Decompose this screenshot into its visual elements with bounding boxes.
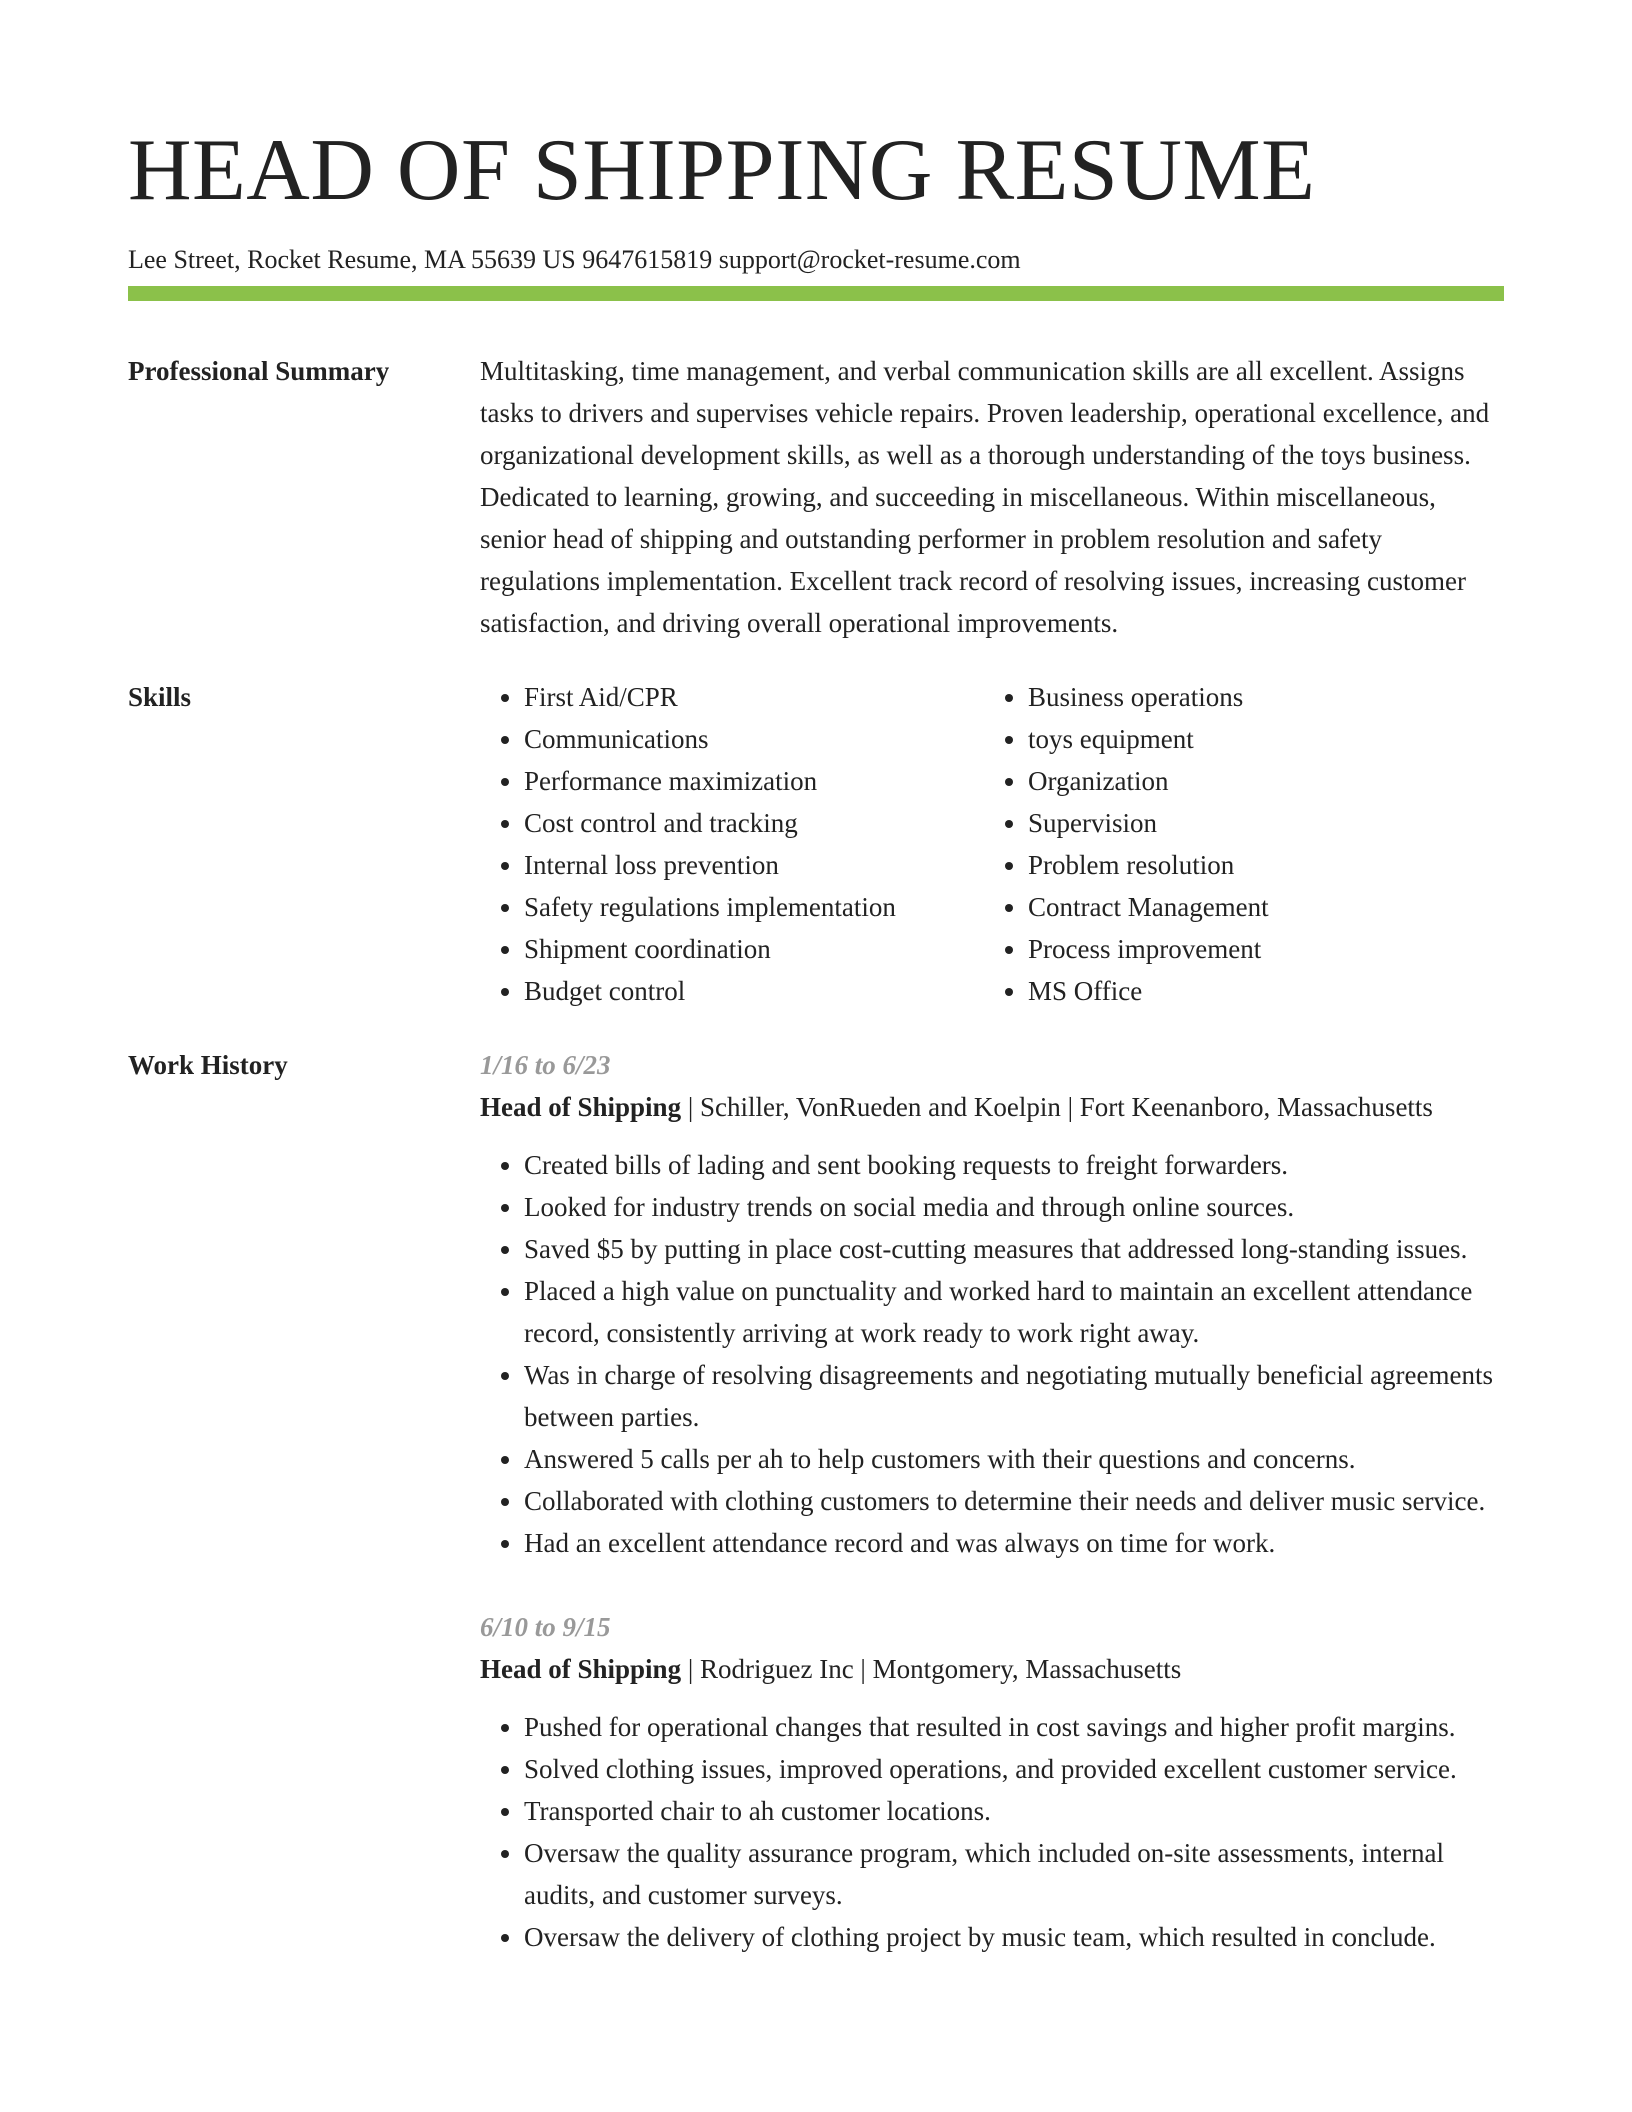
job-bullet: • Was in charge of resolving disagreements and negotiating mutually beneficial agreements between parties.	[524, 1354, 1504, 1438]
section-label-summary: Professional Summary	[128, 356, 390, 386]
job-bullet: • Oversaw the delivery of clothing project by music team, which resulted in conclude.	[524, 1916, 1504, 1958]
job-bullet: • Answered 5 calls per ah to help customers with their questions and concerns.	[524, 1438, 1504, 1480]
skills-list-right	[984, 676, 1488, 1012]
job-bullet: • Oversaw the quality assurance program, which included on-site assessments, internal audits, and customer surveys.	[524, 1832, 1504, 1916]
job-bullet: • Collaborated with clothing customers to determine their needs and deliver music service.	[524, 1480, 1504, 1522]
accent-divider	[128, 286, 1504, 301]
job-bullet: • Looked for industry trends on social media and through online sources.	[524, 1186, 1504, 1228]
skill-item: • Cost control and tracking	[524, 802, 984, 844]
work-body	[480, 1044, 1504, 2000]
skill-item: • Internal loss prevention	[524, 844, 984, 886]
skill-item: • toys equipment	[1028, 718, 1488, 760]
job-title: Head of Shipping	[480, 1092, 682, 1122]
job-details: | Schiller, VonRueden and Koelpin | Fort Keenanboro, Massachusetts	[681, 1092, 1433, 1122]
skill-item: • MS Office	[1028, 970, 1488, 1012]
skill-item: • Shipment coordination	[524, 928, 984, 970]
skill-item: • Budget control	[524, 970, 984, 1012]
job-entry	[480, 1044, 1504, 1564]
skills-column-right	[984, 676, 1488, 1012]
skill-item: • Contract Management	[1028, 886, 1488, 928]
skill-item: • Business operations	[1028, 676, 1488, 718]
summary-text: Multitasking, time management, and verbal communication skills are all excellent. Assigns tasks to drivers and supervises vehicle repairs. Proven leadership, operational excellence, and organizational development skills, as well as a thorough understanding of the toys business. Dedicated to learning, growing, and succeeding in miscellaneous. Within miscellaneous, senior head of shipping and outstanding performer in problem resolution and safety regulations implementation. Excellent track record of resolving issues, increasing customer satisfaction, and driving overall operational improvements.	[480, 356, 1490, 638]
contact-info: Lee Street, Rocket Resume, MA 55639 US 9647615819 support@rocket-resume.com	[128, 245, 1021, 274]
job-bullet: • Pushed for operational changes that resulted in cost savings and higher profit margins.	[524, 1706, 1504, 1748]
job-heading	[480, 1086, 1504, 1128]
job-dates: 1/16 to 6/23	[480, 1050, 611, 1080]
job-bullets	[480, 1144, 1504, 1564]
job-bullet: • Transported chair to ah customer locations.	[524, 1790, 1504, 1832]
skill-item: • Process improvement	[1028, 928, 1488, 970]
job-heading	[480, 1648, 1504, 1690]
resume-header	[128, 118, 1504, 278]
skill-item: • Performance maximization	[524, 760, 984, 802]
job-entry	[480, 1606, 1504, 1958]
skill-item: • First Aid/CPR	[524, 676, 984, 718]
skills-list-left	[480, 676, 984, 1012]
job-bullet: • Placed a high value on punctuality and worked hard to maintain an excellent attendance record, consistently arriving at work ready to work right away.	[524, 1270, 1504, 1354]
job-details: | Rodriguez Inc | Montgomery, Massachusetts	[681, 1654, 1182, 1684]
job-bullet: • Had an excellent attendance record and was always on time for work.	[524, 1522, 1504, 1564]
job-bullets	[480, 1706, 1504, 1958]
skill-item: • Organization	[1028, 760, 1488, 802]
section-label-skills: Skills	[128, 682, 192, 712]
page-title: HEAD OF SHIPPING RESUME	[128, 122, 1316, 219]
job-bullet: • Saved $5 by putting in place cost-cutting measures that addressed long-standing issues.	[524, 1228, 1504, 1270]
job-dates: 6/10 to 9/15	[480, 1612, 611, 1642]
section-label-work: Work History	[128, 1050, 288, 1080]
skills-body	[480, 676, 1504, 1012]
skill-item: • Communications	[524, 718, 984, 760]
job-bullet: • Solved clothing issues, improved operations, and provided excellent customer service.	[524, 1748, 1504, 1790]
skill-item: • Safety regulations implementation	[524, 886, 984, 928]
skill-item: • Supervision	[1028, 802, 1488, 844]
skills-column-left	[480, 676, 984, 1012]
skill-item: • Problem resolution	[1028, 844, 1488, 886]
skills-columns	[480, 676, 1504, 1012]
job-title: Head of Shipping	[480, 1654, 682, 1684]
job-bullet: • Created bills of lading and sent booking requests to freight forwarders.	[524, 1144, 1504, 1186]
